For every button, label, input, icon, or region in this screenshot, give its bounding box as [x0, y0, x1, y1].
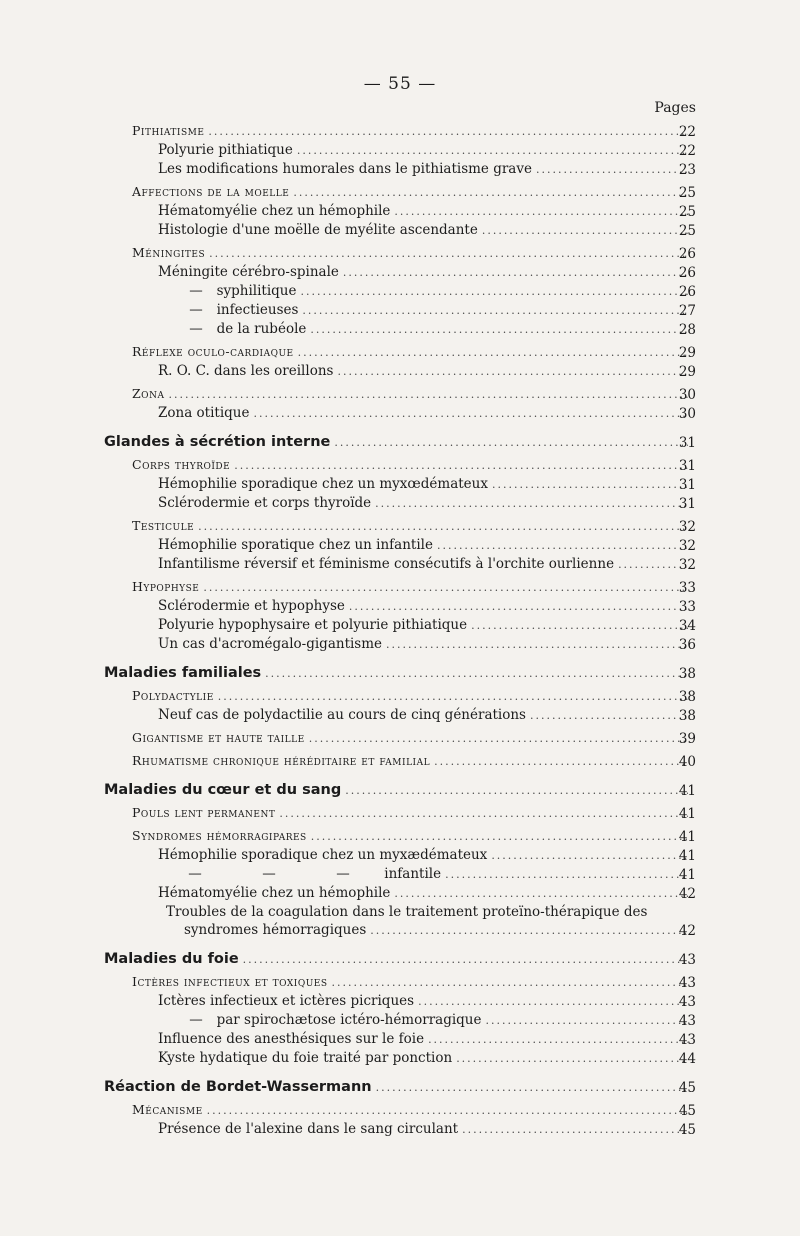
toc-entry-label: Influence des anesthésiques sur le foie [158, 1031, 425, 1047]
toc-entry-label: Zona otitique [158, 405, 250, 421]
toc-page-number: 32 [678, 538, 696, 554]
dot-leader [370, 922, 688, 940]
toc-entry-label: Kyste hydatique du foie traité par ponction [158, 1050, 453, 1066]
toc-entry-label: Neuf cas de polydactilie au cours de cinq générations [158, 707, 526, 723]
toc-entry [0, 827, 800, 846]
toc-entry-label: Gigantisme et haute taille [132, 730, 305, 745]
toc-page-number: 28 [678, 322, 696, 338]
toc-entry [0, 1011, 800, 1030]
dot-leader [394, 885, 688, 903]
dot-leader [218, 688, 688, 706]
toc-page-number: 31 [678, 477, 696, 493]
toc-page-number: 41 [678, 867, 696, 883]
toc-entry [0, 555, 800, 574]
toc-entry-label: Zona [132, 386, 165, 401]
toc-entry [0, 160, 800, 179]
dot-leader [394, 203, 688, 221]
toc-page-number: 26 [678, 284, 696, 300]
toc-entry [0, 282, 800, 301]
toc-page-number: 26 [678, 246, 696, 262]
toc-page-number: 31 [678, 496, 696, 512]
toc-page-number: 40 [678, 754, 696, 770]
dot-leader [376, 1079, 688, 1097]
toc-page-number: 43 [678, 1013, 696, 1029]
toc-entry [0, 404, 800, 423]
toc-entry-label: — syphilitique [184, 282, 297, 300]
toc-entry-label: Réflexe oculo-cardiaque [132, 344, 294, 359]
toc-page-number: 30 [678, 387, 696, 403]
toc-page-number: 36 [678, 637, 696, 653]
dot-leader [343, 264, 688, 282]
toc-page-number: 42 [678, 886, 696, 902]
dot-leader [209, 245, 688, 263]
page-number: — 55 — [363, 74, 437, 94]
dot-leader [207, 1102, 688, 1120]
dot-leader [203, 579, 688, 597]
toc-section [0, 1078, 800, 1097]
toc-page-number: 22 [678, 124, 696, 140]
toc-entry-label: Testicule [132, 518, 195, 533]
toc-entry [0, 301, 800, 320]
toc-entry-label: Polyurie hypophysaire et polyurie pithiatique [158, 617, 468, 633]
dot-leader [536, 161, 688, 179]
dot-leader [471, 617, 688, 635]
toc-entry-label: Méningite cérébro-spinale [158, 264, 339, 280]
toc-entry [0, 865, 800, 884]
toc-page-number: 39 [678, 731, 696, 747]
toc-entry-label: Présence de l'alexine dans le sang circulant [158, 1121, 459, 1137]
dot-leader [302, 302, 688, 320]
toc-entry [0, 1101, 800, 1120]
toc-page-number: 42 [678, 923, 696, 939]
toc-entry-label: Maladies familiales [104, 665, 262, 681]
dot-leader [337, 363, 688, 381]
dot-leader [375, 495, 688, 513]
ditto-mark: — [189, 1012, 203, 1028]
toc-entry [0, 494, 800, 513]
toc-entry [0, 884, 800, 903]
toc-entry-label: Pouls lent permanent [132, 805, 276, 820]
dot-leader [311, 828, 688, 846]
toc-entry-label: Corps thyroïde [132, 457, 231, 472]
toc-page-number: 23 [678, 162, 696, 178]
dot-leader [386, 636, 688, 654]
pages-column-header: Pages [654, 100, 696, 116]
toc-entry-label: Rhumatisme chronique héréditaire et familial [132, 753, 431, 768]
toc-entry-label: Histologie d'une moëlle de myélite ascendante [158, 222, 478, 238]
toc-page-number: 32 [678, 519, 696, 535]
dot-leader [334, 434, 688, 452]
toc-entry [0, 343, 800, 362]
toc-page-number: 43 [678, 975, 696, 991]
toc-entry [0, 752, 800, 771]
ditto-mark: — [262, 866, 276, 882]
ditto-mark: — [188, 866, 202, 882]
toc-entry [0, 122, 800, 141]
dot-leader [345, 782, 688, 800]
toc-entry [0, 578, 800, 597]
dot-leader [297, 142, 688, 160]
dot-leader [310, 321, 688, 339]
toc-entry-label: Affections de la moelle [132, 184, 290, 199]
toc-entry [0, 385, 800, 404]
toc-page-number: 25 [678, 185, 696, 201]
table-of-contents [0, 118, 800, 1139]
dot-leader [485, 1012, 688, 1030]
dot-leader [492, 476, 688, 494]
toc-entry [0, 729, 800, 748]
toc-entry [0, 597, 800, 616]
toc-entry-label: Hypophyse [132, 579, 200, 594]
toc-entry-label: Maladies du foie [104, 951, 239, 967]
toc-entry-label: Mécanisme [132, 1102, 203, 1117]
toc-entry-label: syndromes hémorragiques [184, 922, 367, 938]
toc-entry-label: Sclérodermie et hypophyse [158, 598, 345, 614]
toc-page-number: 38 [678, 666, 696, 682]
ditto-mark: — [189, 283, 203, 299]
toc-entry [0, 687, 800, 706]
dot-leader [168, 386, 688, 404]
toc-entry [0, 1049, 800, 1068]
toc-entry-label: Méningites [132, 245, 206, 260]
toc-section [0, 664, 800, 683]
dot-leader [445, 866, 688, 884]
toc-page-number: 45 [678, 1122, 696, 1138]
toc-entry [0, 456, 800, 475]
toc-entry-label: Hématomyélie chez un hémophile [158, 885, 391, 901]
toc-entry [0, 202, 800, 221]
dot-leader [349, 598, 688, 616]
toc-page-number: 43 [678, 994, 696, 1010]
toc-entry [0, 517, 800, 536]
dot-leader [428, 1031, 688, 1049]
dot-leader [293, 184, 688, 202]
toc-page-number: 41 [678, 848, 696, 864]
toc-page-number: 33 [678, 580, 696, 596]
toc-page-number: 32 [678, 557, 696, 573]
dot-leader [279, 805, 688, 823]
toc-entry [0, 992, 800, 1011]
toc-page-number: 26 [678, 265, 696, 281]
dot-leader [332, 974, 688, 992]
toc-page-number: 27 [678, 303, 696, 319]
dot-leader [265, 665, 688, 683]
toc-page-number: 38 [678, 708, 696, 724]
toc-entry-label: Hématomyélie chez un hémophile [158, 203, 391, 219]
toc-entry [0, 320, 800, 339]
toc-page-number: 31 [678, 458, 696, 474]
dot-leader [482, 222, 688, 240]
toc-page-number: 29 [678, 364, 696, 380]
toc-entry-label: Les modifications humorales dans le pithiatisme grave [158, 161, 532, 177]
toc-page-number: 41 [678, 829, 696, 845]
toc-page-number: 22 [678, 143, 696, 159]
toc-page-number: 45 [678, 1103, 696, 1119]
toc-page-number: 43 [678, 1032, 696, 1048]
toc-entry-label: Maladies du cœur et du sang [104, 782, 342, 798]
toc-entry-label: Hémophilie sporatique chez un infantile [158, 537, 433, 553]
toc-entry-label: Pithiatisme [132, 123, 205, 138]
toc-entry [0, 846, 800, 865]
toc-entry-label: — de la rubéole [184, 320, 306, 338]
dot-leader [198, 518, 688, 536]
dot-leader [434, 753, 688, 771]
dot-leader [456, 1050, 688, 1068]
toc-page-number: 25 [678, 223, 696, 239]
dot-leader [309, 730, 688, 748]
toc-entry-label: Ictères infectieux et ictères picriques [158, 993, 415, 1009]
toc-entry [0, 536, 800, 555]
toc-entry-label: Syndromes hémorragipares [132, 828, 307, 843]
toc-entry [0, 183, 800, 202]
dot-leader [301, 283, 689, 301]
toc-section [0, 950, 800, 969]
toc-entry-label: Infantilisme réversif et féminisme consécutifs à l'orchite ourlienne [158, 556, 615, 572]
toc-page-number: 45 [678, 1080, 696, 1096]
toc-page-number: 31 [678, 435, 696, 451]
toc-entry [0, 362, 800, 381]
toc-entry-label: — par spirochætose ictéro-hémorragique [184, 1011, 481, 1029]
dot-leader [437, 537, 688, 555]
dot-leader [208, 123, 688, 141]
toc-page-number: 38 [678, 689, 696, 705]
toc-entry-label: — — — infantile [158, 865, 441, 883]
toc-entry-label: — infectieuses [184, 301, 298, 319]
toc-entry [0, 221, 800, 240]
toc-page-number: 43 [678, 952, 696, 968]
ditto-mark: — [189, 321, 203, 337]
toc-entry-text: Troubles de la coagulation dans le traitement proteïno-thérapique des [166, 904, 648, 920]
toc-entry-label: Hémophilie sporadique chez un myxædémateux [158, 847, 488, 863]
toc-page-number: 30 [678, 406, 696, 422]
dot-leader [418, 993, 688, 1011]
toc-entry [0, 635, 800, 654]
toc-entry [0, 263, 800, 282]
toc-page-number: 33 [678, 599, 696, 615]
dot-leader [298, 344, 688, 362]
toc-entry [0, 921, 800, 940]
toc-page-number: 41 [678, 783, 696, 799]
toc-page-number: 41 [678, 806, 696, 822]
toc-entry [0, 244, 800, 263]
dot-leader [491, 847, 688, 865]
toc-section [0, 433, 800, 452]
toc-entry [0, 804, 800, 823]
toc-entry [0, 475, 800, 494]
toc-entry [0, 1030, 800, 1049]
toc-entry-label: Sclérodermie et corps thyroïde [158, 495, 372, 511]
toc-entry [0, 1120, 800, 1139]
toc-entry-label: Glandes à sécrétion interne [104, 434, 331, 450]
toc-entry-label: Réaction de Bordet-Wassermann [104, 1079, 372, 1095]
toc-entry [0, 616, 800, 635]
toc-entry-label: Ictères infectieux et toxiques [132, 974, 328, 989]
toc-entry [0, 973, 800, 992]
toc-entry [0, 141, 800, 160]
ditto-mark: — [336, 866, 350, 882]
toc-entry-label: R. O. C. dans les oreillons [158, 363, 334, 379]
dot-leader [618, 556, 688, 574]
toc-entry-label: Hémophilie sporadique chez un myxœdémateux [158, 476, 488, 492]
dot-leader [462, 1121, 688, 1139]
toc-section [0, 781, 800, 800]
dot-leader [253, 405, 688, 423]
toc-page-number: 29 [678, 345, 696, 361]
dot-leader [530, 707, 688, 725]
toc-page-number: 44 [678, 1051, 696, 1067]
toc-entry-label: Polydactylie [132, 688, 214, 703]
dot-leader [243, 951, 688, 969]
toc-entry [0, 706, 800, 725]
dot-leader [234, 457, 688, 475]
ditto-mark: — [189, 302, 203, 318]
toc-page-number: 25 [678, 204, 696, 220]
toc-entry-label: Polyurie pithiatique [158, 142, 293, 158]
toc-entry-label: Un cas d'acromégalo-gigantisme [158, 636, 383, 652]
toc-page-number: 34 [678, 618, 696, 634]
